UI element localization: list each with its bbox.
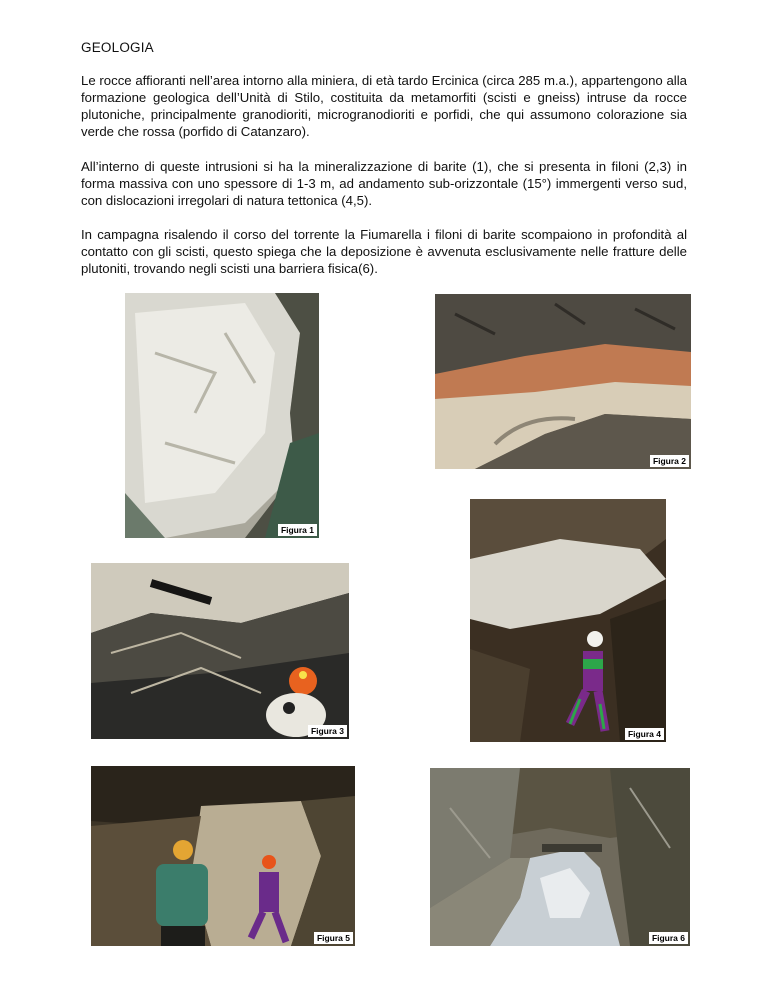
page-title: GEOLOGIA: [81, 40, 154, 55]
mine-vein-caver-image: [470, 499, 666, 742]
figure-6-photo: [430, 768, 690, 946]
mine-gallery-two-cavers-image: [91, 766, 355, 946]
figure-3-photo: [91, 563, 349, 739]
figure-5-caption: Figura 5: [314, 932, 353, 944]
paragraph-2: All’interno di queste intrusioni si ha la mineralizzazione di barite (1), che si presenta in filoni (2,3) in forma massiva con uno spessore di 1-3 m, ad andamento sub-orizzontale (15°) immergenti verso sud, con dislocazioni irregolari di natura tettonica (4,5).: [81, 159, 687, 208]
figure-1-photo: [125, 293, 319, 538]
figure-5-photo: [91, 766, 355, 946]
figure-6-caption: Figura 6: [649, 932, 688, 944]
figure-4-photo: [470, 499, 666, 742]
figure-1-caption: Figura 1: [278, 524, 317, 536]
mine-gallery-caver-image: [91, 563, 349, 739]
figure-3-caption: Figura 3: [308, 725, 347, 737]
paragraph-3: In campagna risalendo il corso del torrente la Fiumarella i filoni di barite scompaiono in profondità al contatto con gli scisti, questo spiega che la deposizione è avvenuta esclusivamente nelle fratture delle plutoniti, trovando negli scisti una barriera fisica(6).: [81, 227, 687, 276]
barite-rock-face-image: [125, 293, 319, 538]
figure-4-caption: Figura 4: [625, 728, 664, 740]
fiumarella-torrent-image: [430, 768, 690, 946]
figure-2-caption: Figura 2: [650, 455, 689, 467]
figure-2-photo: [435, 294, 691, 469]
paragraph-1: Le rocce affioranti nell’area intorno alla miniera, di età tardo Ercinica (circa 285 m.a.), appartengono alla formazione geologica dell’Unità di Stilo, costituita da metamorfiti (scisti e gneiss) intruse da rocce plutoniche, principalmente granodioriti, microgranodioriti e porfidi, che qui assumono colorazione sia verde che rossa (porfido di Catanzaro).: [81, 73, 687, 139]
barite-vein-outcrop-image: [435, 294, 691, 469]
